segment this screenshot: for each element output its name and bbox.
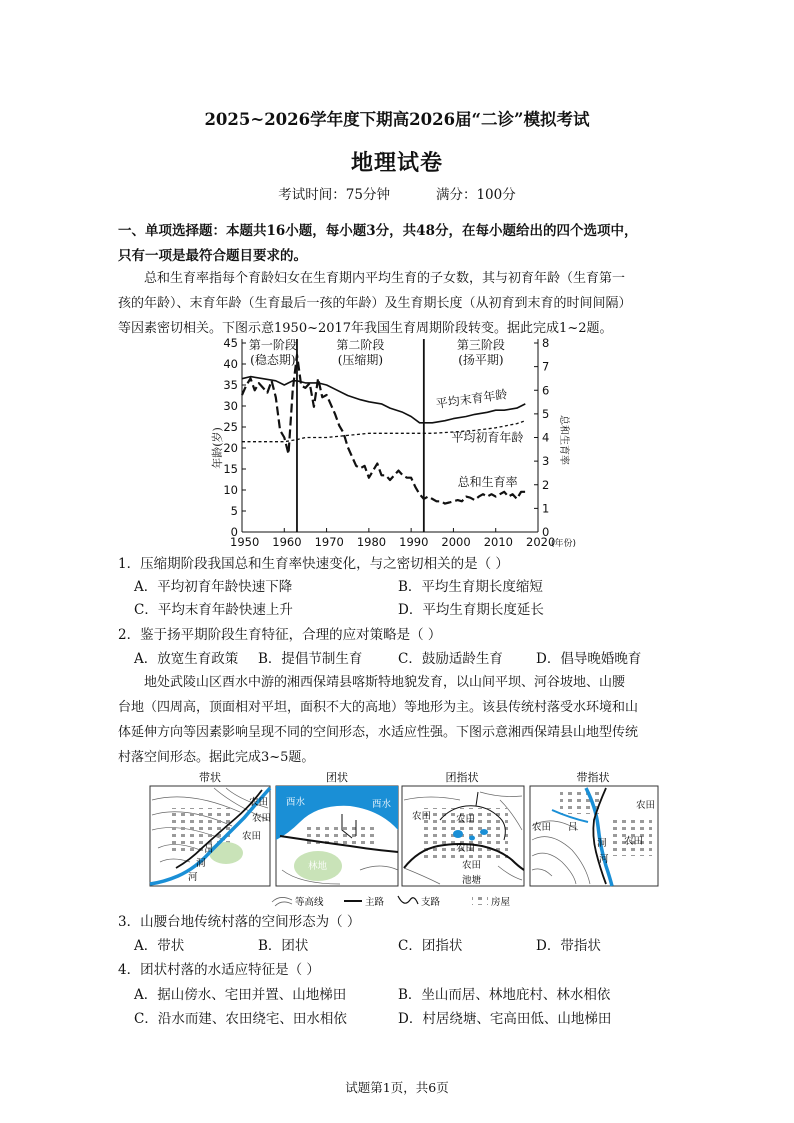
fertility-chart xyxy=(200,334,600,554)
y-left-tick-label: 35 xyxy=(223,378,238,392)
exam-time: 考试时间：75分钟 xyxy=(278,187,390,203)
q4-option-a[interactable]: A．据山傍水、宅田并置、山地梯田 xyxy=(134,987,347,1003)
panel1-label-farm1: 农田 xyxy=(249,797,269,808)
question-1 xyxy=(118,554,698,574)
q3-option-d[interactable]: D．带指状 xyxy=(536,938,601,954)
y-right-tick-label: 1 xyxy=(542,501,550,516)
section-heading xyxy=(118,219,684,269)
panel3-label-farm3: 农田 xyxy=(456,843,476,854)
y-left-tick-label: 45 xyxy=(223,336,238,350)
legend-main-road: 主路 xyxy=(365,897,385,908)
y-left-tick-label: 5 xyxy=(230,504,238,518)
y-right-tick-label: 8 xyxy=(542,336,550,350)
panel4-label-farm1: 农田 xyxy=(532,822,552,833)
x-tick-label: 2000 xyxy=(441,535,471,549)
passage-2-line1: 地处武陵山区酉水中游的湘西保靖县喀斯特地貌发育，以山间平坝、河谷坡地、山腰 xyxy=(144,675,626,690)
question-3-stem: 3．山腰台地传统村落的空间形态为（ ） xyxy=(118,914,361,930)
q1-option-a[interactable]: A．平均初育年龄快速下降 xyxy=(134,579,293,595)
y-left-tick-label: 20 xyxy=(223,441,238,455)
x-tick-label: 1960 xyxy=(272,535,302,549)
village-form-figure xyxy=(146,768,662,910)
series-annotation: 总和生育率 xyxy=(457,474,518,489)
panel4-label-farm2: 农田 xyxy=(636,800,656,811)
section-heading-line2: 只有一项是最符合题目要求的。 xyxy=(118,248,307,264)
legend-houses: 房屋 xyxy=(491,897,511,908)
passage-1 xyxy=(118,266,684,341)
legend-contour: 等高线 xyxy=(295,897,324,908)
y-left-tick-label: 30 xyxy=(223,399,238,413)
panel4-label-dong: 洞 xyxy=(597,838,607,849)
passage-1-line2: 孩的年龄）、末育年龄（生育最后一孩的年龄）及生育期长度（从初育到末育的时间间隔） xyxy=(118,296,632,311)
stage-subtitle: (压缩期) xyxy=(337,353,384,367)
q4-option-d[interactable]: D．村居绕塘、宅高田低、山地梯田 xyxy=(398,1011,612,1027)
panel4-label-lv: 吕 xyxy=(568,822,578,833)
exam-score: 满分：100分 xyxy=(435,187,516,203)
y-right-tick-label: 5 xyxy=(542,406,550,421)
subject-title: 地理试卷 xyxy=(350,150,443,176)
y-right-title: 总和生育率 xyxy=(558,415,569,465)
passage-2-line2: 台地（四周高，顶面相对平坦，面积不大的高地）等地形为主。该县传统村落受水环境和山 xyxy=(118,700,639,715)
y-right-tick-label: 0 xyxy=(542,525,550,539)
passage-2 xyxy=(118,670,684,770)
q1-option-d[interactable]: D．平均生育期长度延长 xyxy=(398,602,544,618)
panel1-label-lv: 吕 xyxy=(204,844,214,855)
y-right-tick-label: 4 xyxy=(542,430,550,445)
x-axis-unit-label: (年份) xyxy=(551,539,577,549)
panel3-label-farm2: 农田 xyxy=(456,814,476,825)
stage-name: 第一阶段 xyxy=(248,338,297,352)
x-tick-label: 2020 xyxy=(526,535,556,549)
passage-2-line4: 村落空间形态。据此完成3~5题。 xyxy=(118,750,315,765)
panel4-label-farm3: 农田 xyxy=(624,836,644,847)
q3-option-c[interactable]: C．团指状 xyxy=(398,938,463,954)
series-annotation: 平均初育年龄 xyxy=(451,430,524,445)
x-tick-label: 1980 xyxy=(356,535,387,549)
panel1-label-dong: 洞 xyxy=(196,858,206,869)
panel3-label-farm1: 农田 xyxy=(412,811,432,822)
chart-labels xyxy=(210,336,576,549)
passage-1-line1: 总和生育率指每个育龄妇女在生育期内平均生育的子女数，其与初育年龄（生育第一 xyxy=(144,271,626,286)
q2-option-b[interactable]: B．提倡节制生育 xyxy=(258,651,363,667)
y-left-tick-label: 0 xyxy=(230,525,238,539)
panel-title-3: 团指状 xyxy=(445,771,479,784)
x-tick-label: 1950 xyxy=(230,535,260,549)
y-right-tick-label: 3 xyxy=(542,454,550,469)
panel-cluster-finger xyxy=(402,786,524,886)
panel-title-1: 带状 xyxy=(199,771,221,784)
y-right-tick-label: 2 xyxy=(542,477,550,492)
passage-2-line3: 体延伸方向等因素影响呈现不同的空间形态，水适应性强。下图示意湘西保靖县山地型传统 xyxy=(118,725,639,740)
q3-option-b[interactable]: B．团状 xyxy=(258,938,309,954)
panel-title-2: 团状 xyxy=(326,771,348,784)
y-left-title: 年龄(岁) xyxy=(211,427,224,469)
y-right-tick-label: 6 xyxy=(542,383,550,398)
panel2-label-water2: 酉水 xyxy=(372,799,392,810)
q2-option-a[interactable]: A．放宽生育政策 xyxy=(134,651,239,667)
panel-cluster xyxy=(276,786,398,886)
passage-1-line3: 等因素密切相关。下图示意1950~2017年我国生育周期阶段转变。据此完成1~2题。 xyxy=(118,321,613,336)
y-left-tick-label: 25 xyxy=(223,420,238,434)
x-tick-label: 1990 xyxy=(399,535,429,549)
y-left-tick-label: 10 xyxy=(223,483,238,497)
stage-subtitle: (稳态期) xyxy=(250,353,296,367)
q2-option-c[interactable]: C．鼓励适龄生育 xyxy=(398,651,503,667)
x-tick-label: 2010 xyxy=(483,535,513,549)
panel2-label-water1: 酉水 xyxy=(286,797,306,808)
y-left-tick-label: 15 xyxy=(223,462,238,476)
page-footer: 试题第1页，共6页 xyxy=(345,1080,449,1095)
q4-option-c[interactable]: C．沿水而建、农田绕宅、田水相依 xyxy=(134,1011,347,1027)
panel1-label-farm3: 农田 xyxy=(242,831,262,842)
panel2-label-forest: 林地 xyxy=(308,861,328,872)
panel-strip-finger xyxy=(530,786,658,886)
y-right-tick-label: 7 xyxy=(542,359,550,374)
panel-title-4: 带指状 xyxy=(576,771,610,784)
stage-name: 第三阶段 xyxy=(456,338,505,352)
panel1-label-he: 河 xyxy=(188,872,198,883)
question-4-stem: 4．团状村落的水适应特征是（ ） xyxy=(118,962,320,978)
question-1-stem: 1．压缩期阶段我国总和生育率快速变化，与之密切相关的是（ ） xyxy=(118,556,509,572)
x-tick-label: 1970 xyxy=(314,535,344,549)
panel3-label-pond: 池塘 xyxy=(462,875,482,886)
stage-name: 第二阶段 xyxy=(336,338,385,352)
q1-option-c[interactable]: C．平均末育年龄快速上升 xyxy=(134,602,293,618)
series-annotation: 平均末育年龄 xyxy=(434,387,509,412)
legend-branch-road: 支路 xyxy=(421,897,441,908)
q1-option-b[interactable]: B．平均生育期长度缩短 xyxy=(398,579,543,595)
panel-strip xyxy=(150,786,271,886)
stage-subtitle: (扬平期) xyxy=(458,353,504,367)
q3-option-a[interactable]: A．带状 xyxy=(134,938,185,954)
exam-info xyxy=(0,183,794,203)
figure-legend xyxy=(272,896,511,908)
section-heading-line1: 一、单项选择题：本题共16小题，每小题3分，共48分，在每小题给出的四个选项中， xyxy=(118,223,638,239)
q4-option-b[interactable]: B．坐山而居、林地庇村、林水相依 xyxy=(398,987,611,1003)
panel4-label-he: 河 xyxy=(599,854,609,865)
panel1-label-farm2: 农田 xyxy=(252,813,272,824)
q2-option-d[interactable]: D．倡导晚婚晚育 xyxy=(536,651,642,667)
panel3-label-farm4: 农田 xyxy=(462,860,482,871)
y-left-tick-label: 40 xyxy=(223,357,238,371)
exam-title: 2025~2026学年度下期高2026届“二诊”模拟考试 xyxy=(204,110,590,129)
question-2-stem: 2．鉴于扬平期阶段生育特征，合理的应对策略是（ ） xyxy=(118,627,442,643)
